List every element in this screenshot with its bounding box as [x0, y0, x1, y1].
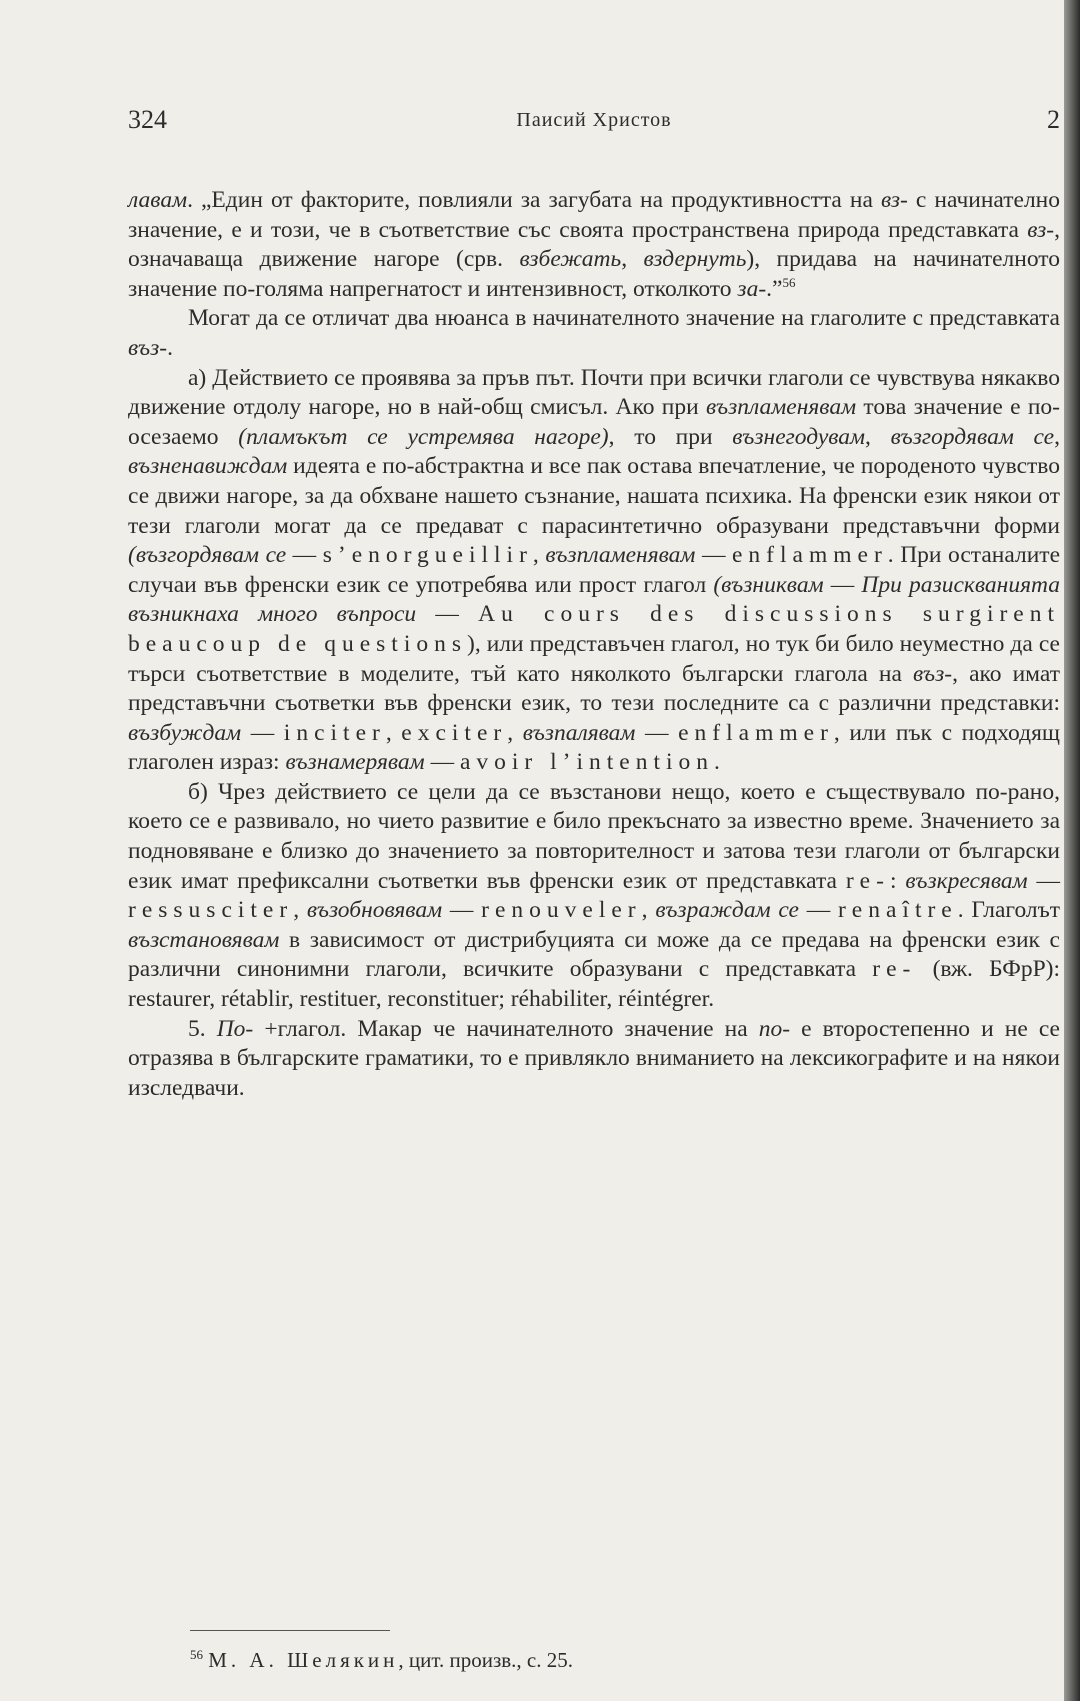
- italic-run: възстановявам: [128, 926, 280, 953]
- spaced-run: avoir l’intention: [459, 749, 714, 776]
- text-run: .: [714, 749, 720, 776]
- text-run: , означаваща движение нагоре (срв.: [128, 216, 1060, 273]
- text-run: б) Чрез действието се цели да се възстанови нещо, което е съществувало по-рано, което се е развивало, но чието развитие е било прекъснато за известно време. Значението за подновяване е близко до значението за повторителност и затова тези глаголи от български език имат префиксални съответки във френски език от представката: [128, 778, 1060, 894]
- italic-run: вз-: [1027, 216, 1055, 243]
- text-run: . „Един от факторите, повлияли за загубата на продуктивността на: [187, 187, 881, 213]
- footnote-number: 56: [190, 1647, 203, 1662]
- text-run: +глагол. Макар че начинателното значение на: [253, 1015, 759, 1042]
- italic-run: (възгордявам се: [128, 542, 287, 569]
- text-run: —: [286, 542, 323, 569]
- page-edge-shadow: [1064, 0, 1080, 1701]
- text-run: в зависимост от дистрибуцията си може да се предава на френски език с различни синонимни глаголи, всичките образувани с представката: [128, 926, 1060, 983]
- italic-run: възобновявам: [306, 897, 443, 924]
- text-run: —: [424, 749, 460, 776]
- paragraph-p4: [128, 778, 1060, 1015]
- text-run: .”: [766, 275, 783, 302]
- text-run: (вж. БФрР): restaurer, rétablir, restituer, reconstituer; réhabiliter, réintégrer.: [128, 956, 1060, 1013]
- italic-run: възпалявам: [522, 719, 636, 746]
- italic-run: възпламенявам: [545, 542, 696, 569]
- page-number: 324: [128, 105, 167, 134]
- text-run: ,: [1054, 423, 1060, 450]
- italic-run: (възниквам: [713, 571, 824, 598]
- paragraph-p2: [128, 304, 1060, 363]
- running-head: Паисий Христов: [516, 109, 672, 131]
- text-run: ,: [641, 897, 656, 924]
- footnote-ref: 56: [782, 274, 796, 290]
- spaced-run: renaître: [837, 897, 958, 924]
- page-header: [128, 105, 1060, 145]
- text-run: , то при: [608, 423, 733, 450]
- text-run: , ако имат представъчни съответки във френски език, то тези последните са с различни представки:: [128, 660, 1060, 717]
- italic-run: При разискванията възникнаха много въпроси: [128, 571, 1060, 628]
- text-run: ,: [293, 897, 307, 924]
- text-run: ), придава на начинателното значение по-голяма напрегнатост и интензивност, отколкото: [128, 246, 1060, 302]
- text-run: —: [241, 719, 284, 746]
- italic-run: възпламенявам: [706, 394, 857, 421]
- text-run: идеята е по-абстрактна и все пак остава впечатление, че породеното чувство се движи нагоре, за да обхване нашето съзнание, нашата психика. На френски език някои от тези глаголи могат да се предават с парасинтетично образувани представъчни форми: [128, 453, 1060, 539]
- italic-run: възнегодувам: [732, 423, 866, 450]
- text-run: —: [442, 897, 482, 924]
- body-text: [128, 186, 1060, 1103]
- text-run: —: [823, 571, 862, 598]
- text-run: това значение е по-осезаемо: [128, 394, 1060, 450]
- italic-run: вздернуть: [643, 246, 747, 273]
- footnote-text: , цит. произв., с. 25.: [398, 1648, 574, 1672]
- spaced-run: re-: [845, 867, 890, 894]
- text-run: —: [416, 601, 479, 628]
- italic-run: (пламъкът се устремява нагоре): [238, 423, 609, 450]
- footnote-rule: [190, 1630, 390, 1631]
- text-run: :: [889, 867, 906, 894]
- text-run: ), или представъчен глагол, но тук би било неуместно да се търси съответствие в моделите, тъй като няколкото български глагола на: [128, 630, 1060, 687]
- paragraph-p1: [128, 186, 1060, 304]
- text-run: —: [1027, 867, 1061, 894]
- italic-run: взбежать: [519, 246, 622, 273]
- footnote: [190, 1648, 573, 1673]
- italic-run: възгордявам се: [890, 423, 1055, 450]
- italic-run: по-: [758, 1015, 791, 1042]
- italic-run: възнамерявам: [285, 749, 425, 776]
- text-run: .: [167, 334, 173, 361]
- spaced-run: inciter: [283, 719, 386, 746]
- text-run: е второстепенно и не се отразява в българските граматики, то е привлякло вниманието на лексикографите и на някои изследвачи.: [128, 1015, 1060, 1101]
- spaced-run: re-: [872, 956, 917, 983]
- spaced-run: renouveler: [481, 897, 642, 924]
- italic-run: възкресявам: [905, 867, 1028, 894]
- spaced-run: enflammer: [732, 542, 888, 569]
- text-run: с начинателно значение, е и този, че в съответствие със своята пространствена природа представката: [128, 187, 1060, 243]
- paragraph-p3: [128, 364, 1060, 778]
- italic-run: По-: [216, 1015, 254, 1042]
- text-run: ,: [507, 719, 523, 746]
- italic-run: възбуждам: [128, 719, 242, 746]
- text-run: —: [695, 542, 732, 569]
- spaced-run: enflammer: [678, 719, 834, 746]
- italic-run: вз-: [880, 187, 908, 213]
- spaced-run: Au cours des discussions surgirent beaucoup de questions: [128, 601, 1061, 657]
- text-run: ,: [621, 246, 644, 273]
- spaced-run: s’enorgueillir: [322, 542, 533, 569]
- facing-page-number-fragment: 2: [1047, 105, 1060, 134]
- text-run: ,: [865, 423, 891, 450]
- text-run: —: [798, 897, 838, 924]
- spaced-run: ressusciter: [128, 897, 294, 924]
- text-run: 5.: [188, 1015, 217, 1042]
- italic-run: лавам: [128, 187, 188, 213]
- italic-run: въз-: [128, 334, 168, 361]
- footnote-author: М. А. Шелякин: [208, 1648, 399, 1672]
- text-run: Могат да се отличат два нюанса в начинателното значение на глаголите с представката: [188, 305, 1060, 332]
- text-run: . При останалите случаи във френски език се употребява или прост глагол: [128, 542, 1061, 598]
- text-run: ,: [532, 542, 546, 569]
- text-run: —: [635, 719, 679, 746]
- text-run: . Глаголът: [957, 897, 1061, 924]
- paragraph-p5: [128, 1015, 1060, 1104]
- text-run: ,: [385, 719, 402, 746]
- italic-run: въз-: [913, 660, 953, 687]
- text-run: а) Действието се проявява за пръв път. Почти при всички глаголи се чувствува някакво движение отдолу нагоре, но в най-общ смисъл. Ако при: [128, 364, 1060, 421]
- italic-run: възраждам се: [655, 897, 799, 924]
- italic-run: възненавиждам: [128, 453, 288, 480]
- italic-run: за-: [737, 275, 767, 302]
- text-run: , или пък с подходящ глаголен израз:: [128, 719, 1060, 776]
- spaced-run: exciter: [401, 719, 508, 746]
